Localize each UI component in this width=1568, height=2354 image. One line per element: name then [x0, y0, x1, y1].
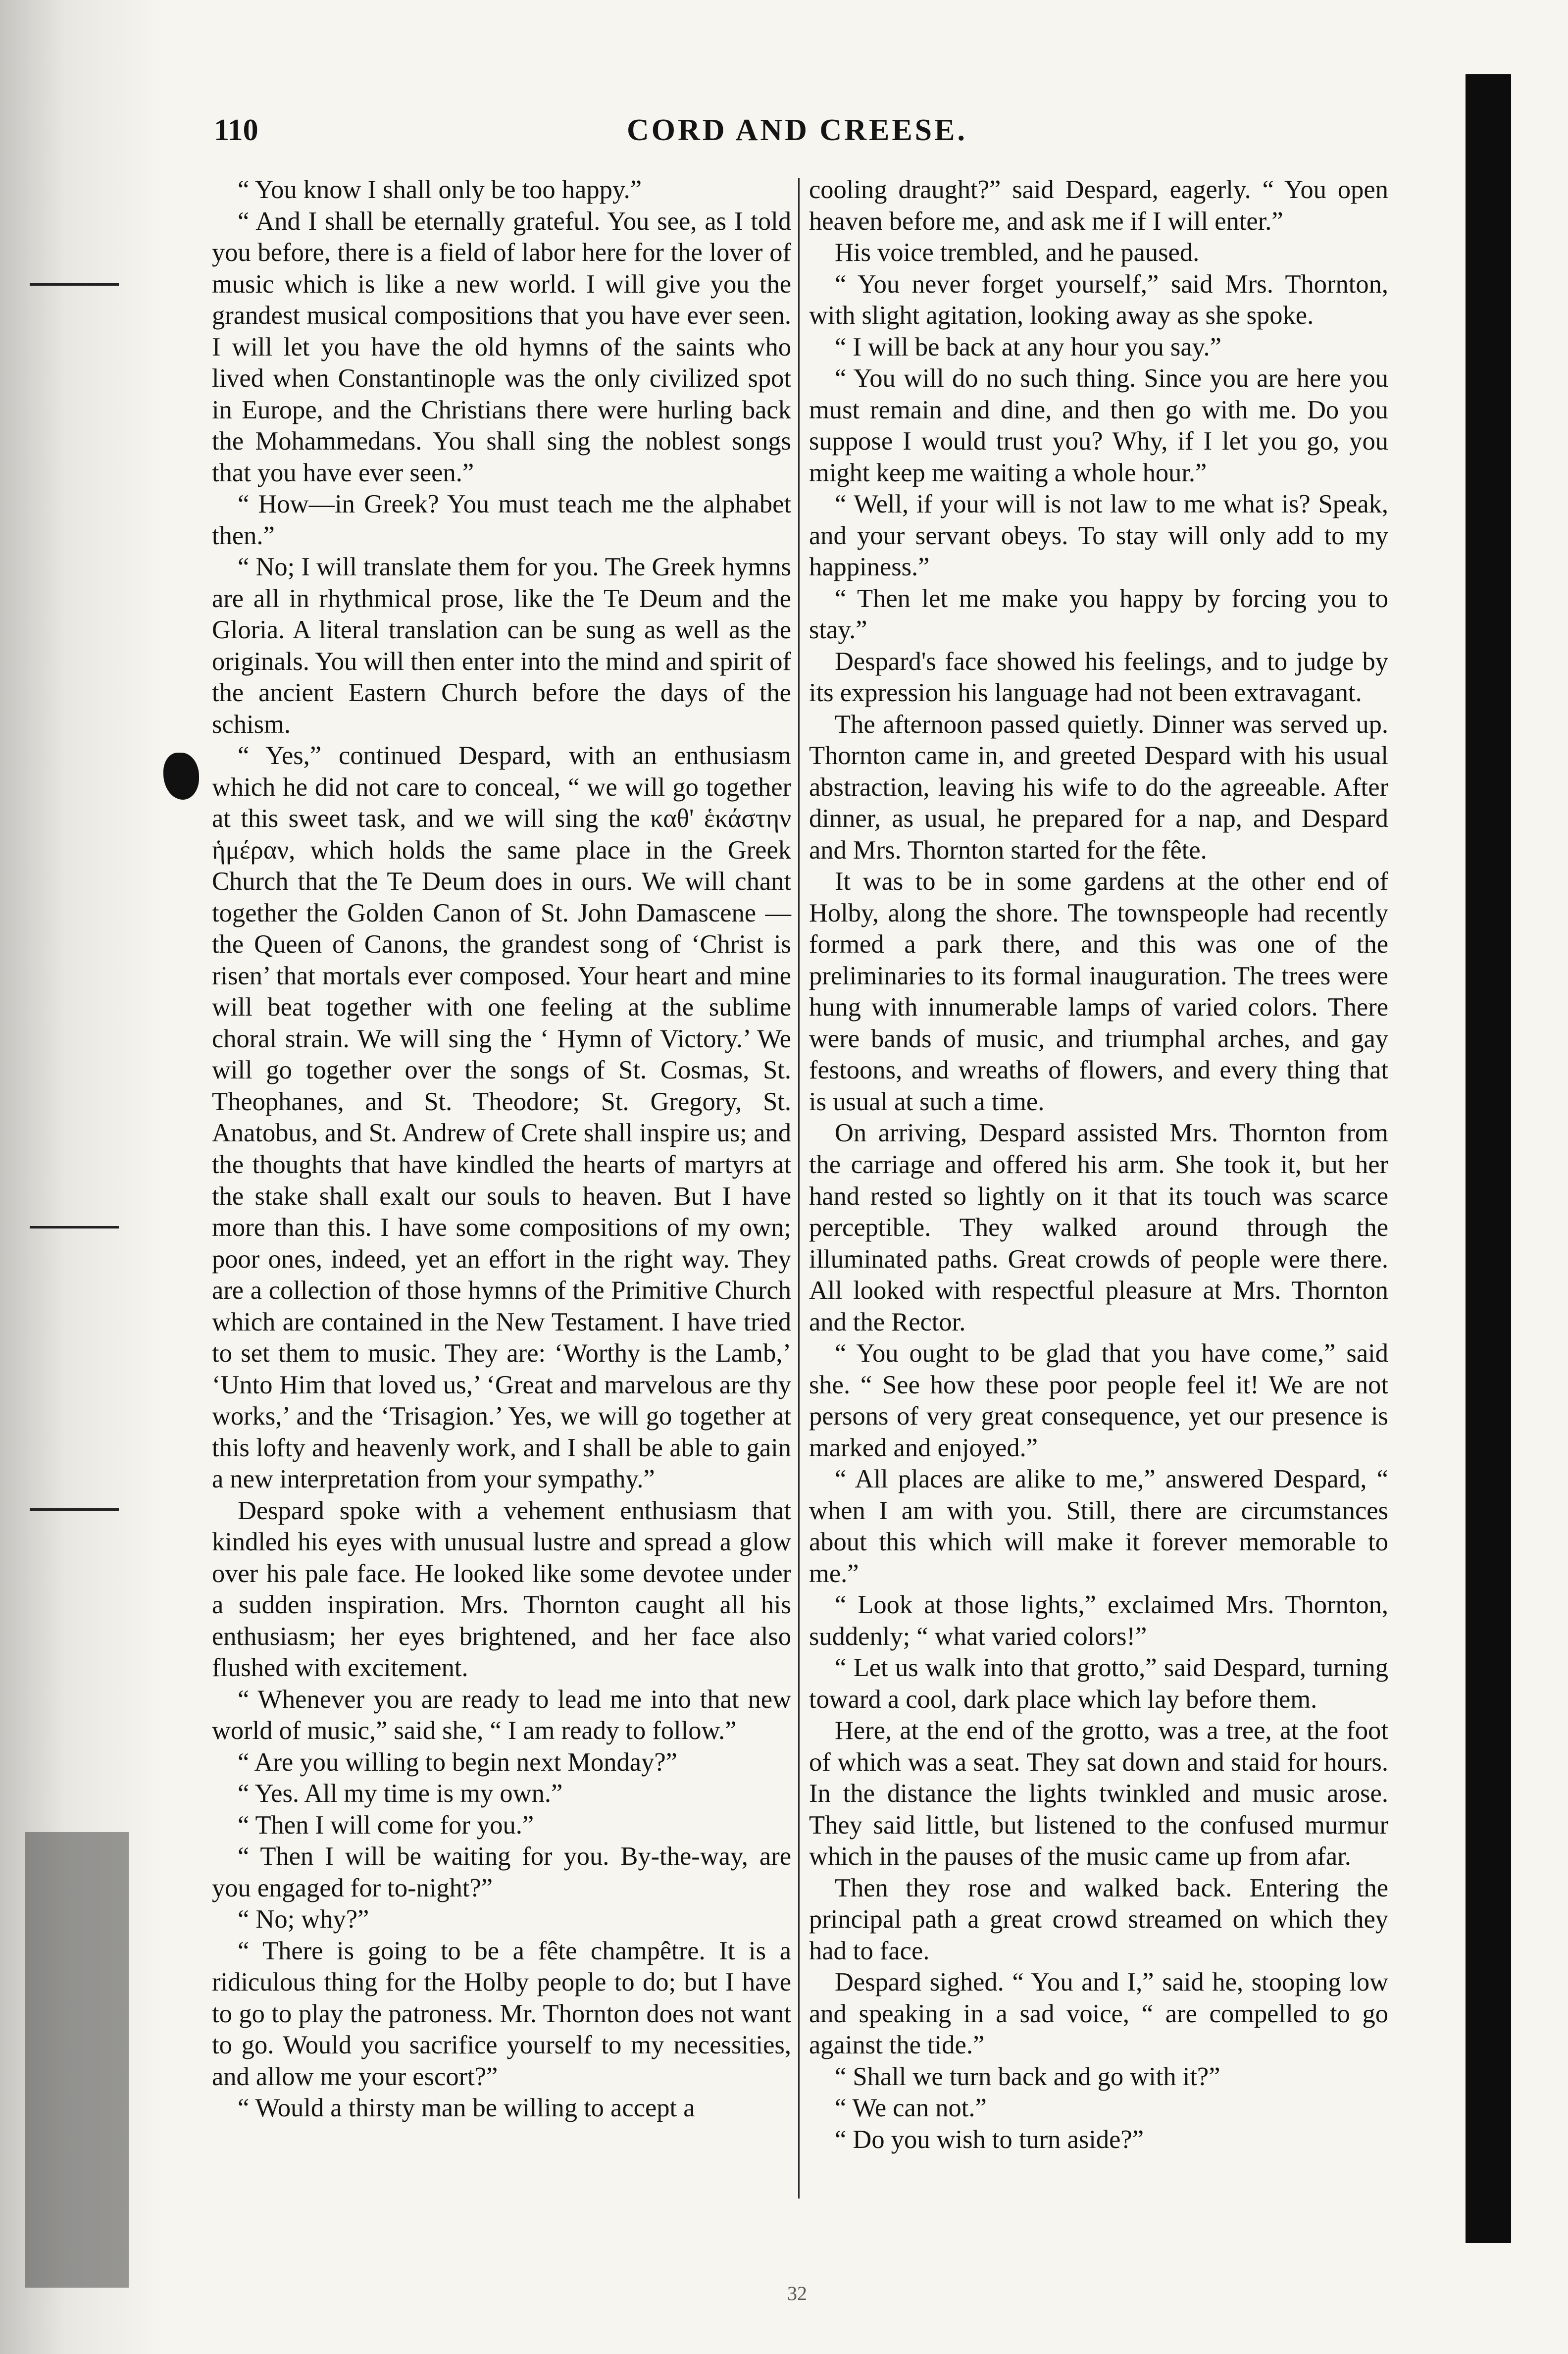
paragraph: “ I will be back at any hour you say.” [835, 332, 1221, 361]
paragraph: “ Then I will come for you.” [238, 1810, 534, 1840]
margin-rule [30, 1226, 119, 1228]
paragraph: His voice trembled, and he paused. [835, 238, 1200, 267]
paragraph: Despard sighed. “ You and I,” said he, stooping low and speaking in a sad voice, “ are compelled to go against the tide.” [809, 1968, 1388, 2060]
paragraph: “ Then I will be waiting for you. By-the-way, are you engaged for to-night?” [212, 1842, 791, 1902]
paragraph: “ Yes. All my time is my own.” [238, 1779, 563, 1808]
paragraph: “ Whenever you are ready to lead me into that new world of music,” said she, “ I am ready to follow.” [212, 1685, 791, 1745]
paragraph: Despard spoke with a vehement enthusiasm that kindled his eyes with unusual lustre and spread a glow over his pale face. He looked like some devotee under a sudden inspiration. Mrs. Thornton caught all his enthusiasm; her eyes brightened, and her face also flushed with excitement. [212, 1496, 791, 1683]
paragraph: “ Let us walk into that grotto,” said Despard, turning toward a cool, dark place which lay before them. [809, 1653, 1388, 1714]
paragraph: “ You ought to be glad that you have come,” said she. “ See how these poor people feel it! We are not persons of very great consequence, yet our presence is marked and enjoyed.” [809, 1339, 1388, 1462]
paragraph: “ We can not.” [835, 2094, 987, 2123]
paragraph: “ There is going to be a fête champêtre. It is a ridiculous thing for the Holby people to do; but I have to go to play the patroness. Mr. Thornton does not want to go. Would you sacrifice yourself to my necessities, and allow me your escort?” [212, 1936, 791, 2091]
paragraph: “ No; why?” [238, 1905, 369, 1934]
paragraph: “ Are you willing to begin next Monday?” [238, 1747, 677, 1777]
paragraph: “ No; I will translate them for you. The Greek hymns are all in rhythmical prose, like the Te Deum and the Gloria. A literal translation can be sung as well as the originals. You will then enter into the mind and spirit of the ancient Eastern Church before the days of the schism. [212, 553, 791, 739]
ink-blot [163, 753, 199, 800]
paragraph: “ Would a thirsty man be willing to accept a [238, 2094, 695, 2123]
paragraph: Here, at the end of the grotto, was a tree, at the foot of which was a seat. They sat down and staid for hours. In the distance the lights twinkled and music arose. They said little, but listened to the confused murmur which in the pauses of the music came up from afar. [809, 1716, 1388, 1871]
page-edge-shadow [1466, 74, 1511, 2243]
paragraph: “ And I shall be eternally grateful. You see, as I told you before, there is a field of labor here for the lover of music which is like a new world. I will give you the grandest musical compositions that you have ever seen. I will let you have the old hymns of the saints who lived when Constantinople was the only civilized spot in Europe, and the Christians there were hurling back the Mohammedans. You shall sing the noblest songs that you have ever seen.” [212, 206, 791, 487]
paragraph: On arriving, Despard assisted Mrs. Thornton from the carriage and offered his arm. She took it, but her hand rested so lightly on it that its touch was scarce perceptible. They walked around through the illuminated paths. Great crowds of people were there. All looked with respectful pleasure at Mrs. Thornton and the Rector. [809, 1119, 1388, 1336]
paragraph: “ Shall we turn back and go with it?” [835, 2062, 1220, 2091]
page-number: 110 [214, 113, 258, 147]
paragraph: Then they rose and walked back. Entering the principal path a great crowd streamed on which they had to face. [809, 1873, 1388, 1965]
paragraph: “ Then let me make you happy by forcing you to stay.” [809, 584, 1388, 645]
paragraph: It was to be in some gardens at the other end of Holby, along the shore. The townspeople had recently formed a park there, and this was one of the preliminaries to its formal inauguration. The trees were hung with innumerable lamps of varied colors. There were bands of music, and triumphal arches, and gay festoons, and wreaths of flowers, and every thing that is usual at such a time. [809, 867, 1388, 1116]
column-divider [798, 178, 800, 2199]
paragraph: cooling draught?” said Despard, eagerly. “ You open heaven before me, and ask me if I will enter.” [809, 175, 1388, 236]
left-column [212, 174, 791, 2124]
paragraph: “ You know I shall only be too happy.” [238, 175, 642, 204]
paragraph: “ You will do no such thing. Since you are here you must remain and dine, and then go with me. Do you suppose I would trust you? Why, if I let you go, you might keep me waiting a whole hour.” [809, 364, 1388, 487]
paragraph: “ Well, if your will is not law to me what is? Speak, and your servant obeys. To stay will only add to my happiness.” [809, 490, 1388, 582]
paragraph: “ Do you wish to turn aside?” [835, 2125, 1144, 2154]
paragraph: “ You never forget yourself,” said Mrs. Thornton, with slight agitation, looking away as she spoke. [809, 269, 1388, 330]
margin-rule [30, 1508, 119, 1511]
scan-smudge [25, 1832, 129, 2288]
running-title: CORD AND CREESE. [626, 113, 968, 147]
page-header [208, 113, 1386, 157]
right-column [809, 174, 1388, 2155]
paragraph: The afternoon passed quietly. Dinner was served up. Thornton came in, and greeted Despard with his usual abstraction, leaving his wife to do the agreeable. After dinner, as usual, he prepared for a nap, and Despard and Mrs. Thornton started for the fête. [809, 710, 1388, 865]
paragraph: “ How—in Greek? You must teach me the alphabet then.” [212, 490, 791, 550]
paragraph: Despard's face showed his feelings, and to judge by its expression his language had not been extravagant. [809, 647, 1388, 708]
paragraph: “ Yes,” continued Despard, with an enthusiasm which he did not care to conceal, “ we will go together at this sweet task, and we will sing the καθ' ἑκάστην ἡμέραν, which holds the same place in the Greek Church that the Te Deum does in ours. We will chant together the Golden Canon of St. John Damascene — the Queen of Canons, the grandest song of ‘Christ is risen’ that mortals ever composed. Your heart and mine will beat together with one feeling at the sublime choral strain. We will sing the ‘ Hymn of Victory.’ We will go together over the songs of St. Cosmas, St. Theophanes, and St. Theodore; St. Gregory, St. Anatobus, and St. Andrew of Crete shall inspire us; and the thoughts that have kindled the hearts of martyrs at the stake shall exalt our souls to heaven. But I have more than this. I have some compositions of my own; poor ones, indeed, yet an effort in the right way. They are a collection of those hymns of the Primitive Church which are contained in the New Testament. I have tried to set them to music. They are: ‘Worthy is the Lamb,’ ‘Unto Him that loved us,’ ‘Great and marvelous are thy works,’ and the ‘Trisagion.’ Yes, we will go together at this lofty and heavenly work, and I shall be able to gain a new interpretation from your sympathy.” [212, 741, 791, 1494]
page-footer-mark: 32 [787, 2282, 807, 2304]
margin-rule [30, 283, 119, 286]
paragraph: “ All places are alike to me,” answered Despard, “ when I am with you. Still, there are circumstances about this which will make it forever memorable to me.” [809, 1465, 1388, 1588]
paragraph: “ Look at those lights,” exclaimed Mrs. Thornton, suddenly; “ what varied colors!” [809, 1590, 1388, 1651]
